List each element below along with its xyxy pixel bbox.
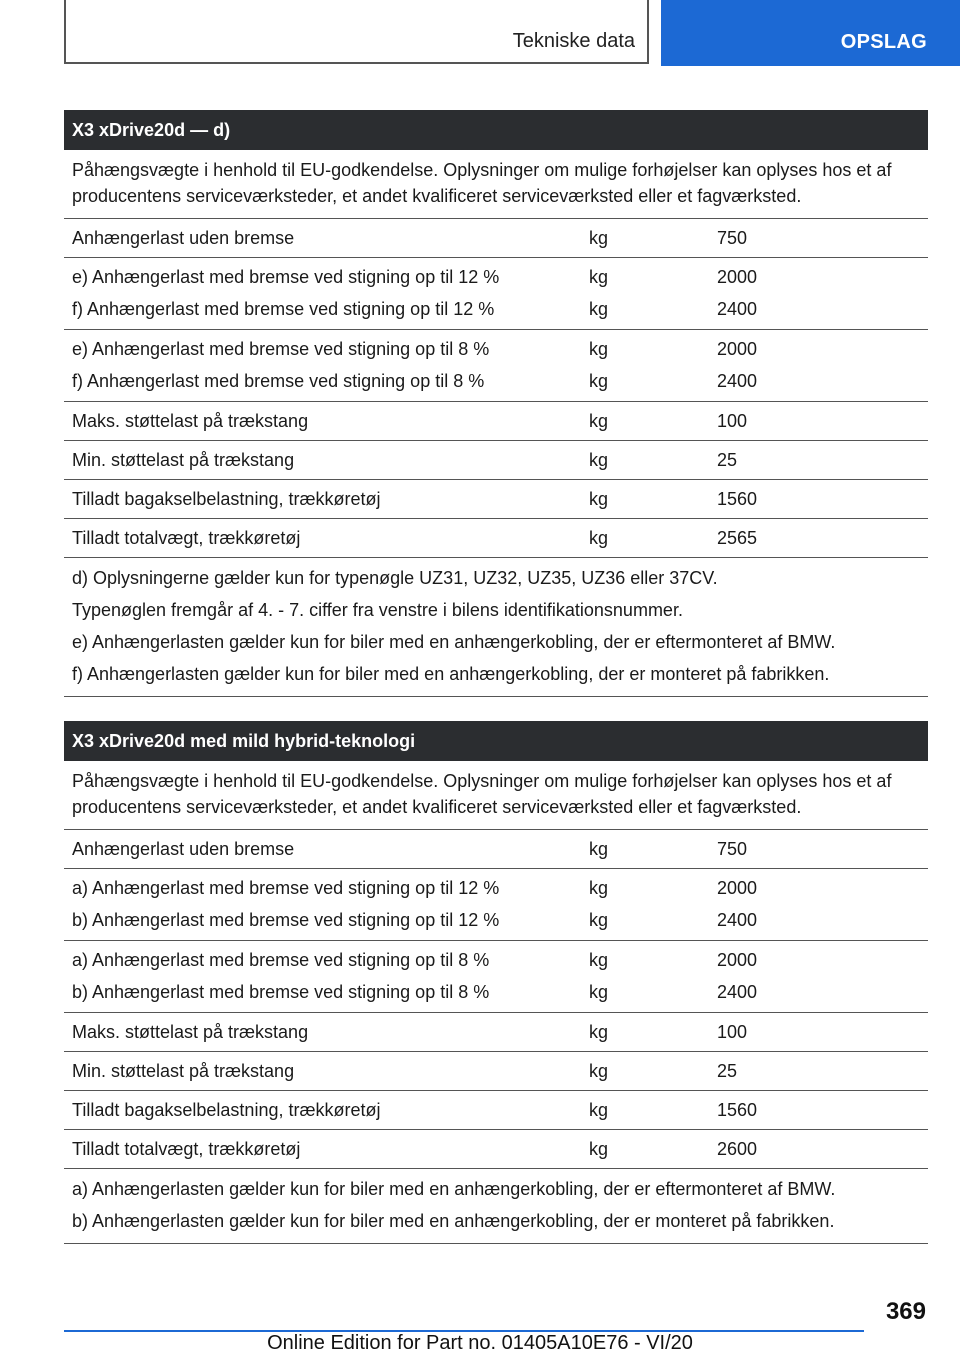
row-label: Tilladt bagakselbelastning, trækkøretøj — [72, 1100, 381, 1120]
section-footnotes — [64, 1169, 928, 1244]
table-row — [64, 480, 928, 519]
table-row — [64, 441, 928, 480]
section-intro: Påhængsvægte i henhold til EU-godkendelse. Oplysninger om mulige forhøjelser kan oplyses hos et af producentens serviceværksteder, et andet kvalificeret serviceværksted eller et fagværksted. — [64, 761, 928, 830]
row-unit: kg — [589, 489, 609, 509]
page-number: 369 — [885, 1298, 926, 1325]
header-tab-opslag[interactable] — [661, 0, 960, 66]
row-value: 2600 — [717, 1139, 758, 1159]
table-row — [64, 869, 928, 941]
row-label: Tilladt totalvægt, trækkøretøj — [72, 1139, 301, 1159]
row-value: 1560 — [717, 489, 758, 509]
section-title: X3 xDrive20d med mild hybrid-teknologi — [64, 721, 928, 761]
footnote: e) Anhængerlasten gælder kun for biler med en anhængerkobling, der er eftermonteret af BMW. — [72, 632, 836, 652]
row-label: Tilladt totalvægt, trækkøretøj — [72, 528, 301, 548]
footnote: b) Anhængerlasten gælder kun for biler med en anhængerkobling, der er monteret på fabrikken. — [72, 1211, 835, 1231]
row-label: Maks. støttelast på trækstang — [72, 1022, 309, 1042]
table-row — [64, 219, 928, 258]
row-unit: kg — [589, 1022, 609, 1042]
row-label: e) Anhængerlast med bremse ved stigning op til 8 % — [72, 339, 490, 359]
row-label: Min. støttelast på trækstang — [72, 1061, 295, 1081]
row-label: f) Anhængerlast med bremse ved stigning op til 8 % — [72, 371, 485, 391]
row-value: 100 — [717, 411, 748, 431]
row-value: 2400 — [717, 982, 758, 1002]
row-label: Min. støttelast på trækstang — [72, 450, 295, 470]
footnote: f) Anhængerlasten gælder kun for biler med en anhængerkobling, der er monteret på fabrikken. — [72, 664, 830, 684]
row-value: 25 — [717, 1061, 738, 1081]
section-title: X3 xDrive20d — d) — [64, 110, 928, 150]
table-row — [64, 1091, 928, 1130]
section-intro: Påhængsvægte i henhold til EU-godkendelse. Oplysninger om mulige forhøjelser kan oplyses hos et af producentens serviceværksteder, et andet kvalificeret serviceværksted eller et fagværksted. — [64, 150, 928, 219]
row-unit: kg — [589, 267, 609, 287]
edition-text: Online Edition for Part no. 01405A10E76 - VI/20 — [267, 1332, 693, 1354]
table-row — [64, 402, 928, 441]
row-value: 2000 — [717, 339, 758, 359]
row-label: a) Anhængerlast med bremse ved stigning op til 12 % — [72, 878, 500, 898]
row-label: Anhængerlast uden bremse — [72, 839, 295, 859]
row-unit: kg — [589, 339, 609, 359]
row-label: b) Anhængerlast med bremse ved stigning op til 8 % — [72, 982, 490, 1002]
row-unit: kg — [589, 528, 609, 548]
row-value: 25 — [717, 450, 738, 470]
row-unit: kg — [589, 950, 609, 970]
section-footnotes — [64, 558, 928, 697]
row-unit: kg — [589, 371, 609, 391]
row-label: a) Anhængerlast med bremse ved stigning op til 8 % — [72, 950, 490, 970]
row-unit: kg — [589, 1100, 609, 1120]
table-row — [64, 1130, 928, 1169]
row-unit: kg — [589, 878, 609, 898]
row-unit: kg — [589, 839, 609, 859]
row-value: 2400 — [717, 371, 758, 391]
row-unit: kg — [589, 1061, 609, 1081]
row-value: 2400 — [717, 910, 758, 930]
header-frame — [64, 0, 649, 64]
row-label: b) Anhængerlast med bremse ved stigning op til 12 % — [72, 910, 500, 930]
header-tab-label: OPSLAG — [840, 31, 927, 53]
table-row — [64, 1013, 928, 1052]
row-unit: kg — [589, 1139, 609, 1159]
table-row — [64, 941, 928, 1013]
row-unit: kg — [589, 982, 609, 1002]
row-value: 2000 — [717, 878, 758, 898]
row-value: 750 — [717, 228, 748, 248]
table-row — [64, 830, 928, 869]
table-row — [64, 1052, 928, 1091]
footnote: Typenøglen fremgår af 4. - 7. ciffer fra venstre i bilens identifikationsnummer. — [72, 600, 683, 620]
row-unit: kg — [589, 228, 609, 248]
table-row — [64, 330, 928, 402]
footnote: d) Oplysningerne gælder kun for typenøgle UZ31, UZ32, UZ35, UZ36 eller 37CV. — [72, 568, 718, 588]
row-unit: kg — [589, 299, 609, 319]
row-value: 750 — [717, 839, 748, 859]
footnote: a) Anhængerlasten gælder kun for biler med en anhængerkobling, der er eftermonteret af BMW. — [72, 1179, 836, 1199]
row-value: 2400 — [717, 299, 758, 319]
spec-section-x3-xdrive20d — [64, 110, 928, 697]
row-label: f) Anhængerlast med bremse ved stigning op til 12 % — [72, 299, 495, 319]
table-row — [64, 258, 928, 330]
row-value: 2000 — [717, 950, 758, 970]
row-label: Anhængerlast uden bremse — [72, 228, 295, 248]
row-unit: kg — [589, 450, 609, 470]
row-value: 1560 — [717, 1100, 758, 1120]
header-title: Tekniske data — [512, 30, 635, 52]
row-value: 2000 — [717, 267, 758, 287]
row-label: Maks. støttelast på trækstang — [72, 411, 309, 431]
row-label: e) Anhængerlast med bremse ved stigning op til 12 % — [72, 267, 500, 287]
row-value: 100 — [717, 1022, 748, 1042]
row-value: 2565 — [717, 528, 758, 548]
spec-section-x3-xdrive20d-mild-hybrid — [64, 721, 928, 1244]
row-unit: kg — [589, 411, 609, 431]
table-row — [64, 519, 928, 558]
row-label: Tilladt bagakselbelastning, trækkøretøj — [72, 489, 381, 509]
row-unit: kg — [589, 910, 609, 930]
